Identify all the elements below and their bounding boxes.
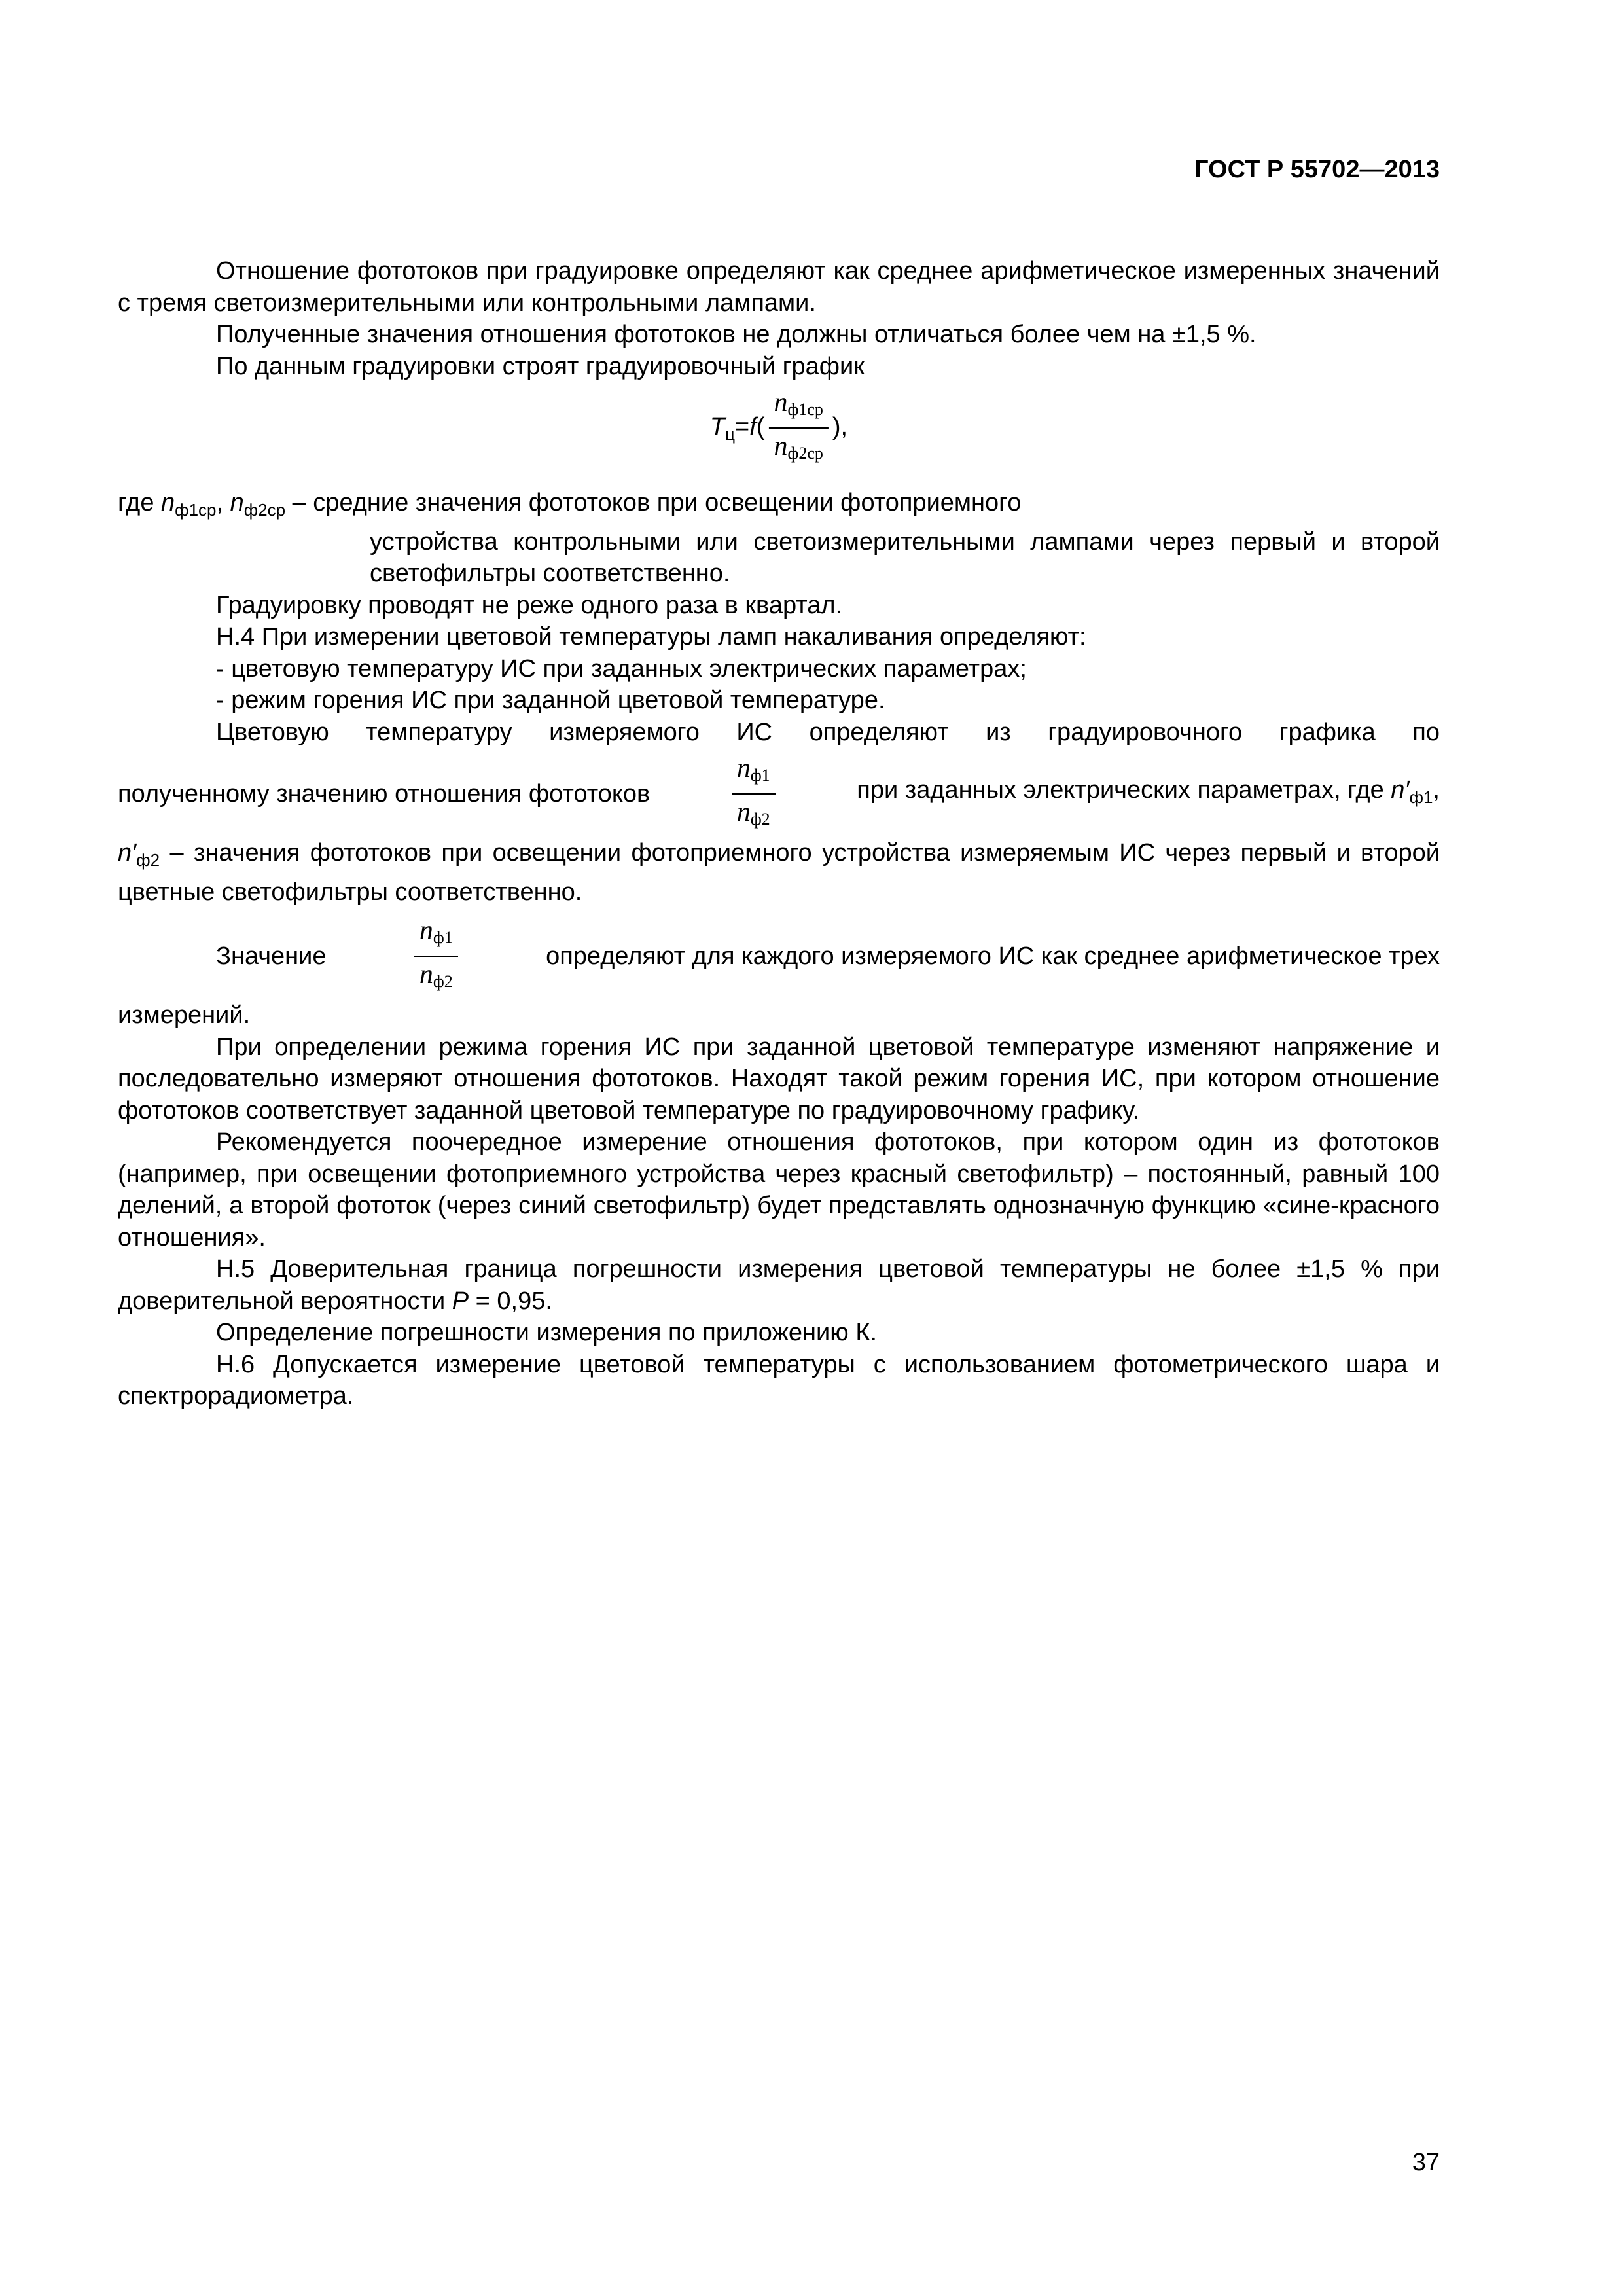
formula-den-sub: ф2ср <box>787 444 823 463</box>
ratio-after-text: при заданных электрических параметрах, где <box>857 776 1391 804</box>
paragraph-measure-intro: Цветовую температуру измеряемого ИС определяют из градуировочного графика по <box>216 718 1440 746</box>
paragraph-ratio-definition: Отношение фототоков при градуировке определяют как среднее арифметическое измеренных значений с тремя светоизмерительными или контрольными лампами. <box>118 257 1440 317</box>
body-text <box>118 255 1440 1412</box>
p10-n-prime-sub: ф2 <box>136 850 160 870</box>
value-line <box>118 913 1440 999</box>
value-num-sub: ф1 <box>433 928 453 947</box>
value-before: Значение <box>216 942 327 970</box>
ratio-n-prime-sub: ф1 <box>1409 787 1433 808</box>
ratio-den-sub: ф2 <box>750 810 770 829</box>
where-n1-sub: ф1ср <box>175 500 217 520</box>
paragraph-h4: Н.4 При измерении цветовой температуры ламп накаливания определяют: <box>216 623 1086 651</box>
ratio-comma: , <box>1433 776 1440 804</box>
formula-den: n <box>774 431 788 461</box>
list-item-burning-mode: - режим горения ИС при заданной цветовой температуре. <box>216 687 885 714</box>
where-n2-sub: ф2ср <box>243 500 286 520</box>
value-after: определяют для каждого измеряемого ИС как среднее арифметическое трех <box>546 942 1440 970</box>
ratio-after <box>857 774 1440 814</box>
where-prefix: где <box>118 489 162 516</box>
value-fraction <box>414 913 458 999</box>
formula-eq: = <box>735 413 750 441</box>
value-continuation: измерений. <box>118 1001 251 1029</box>
paragraph-error-ref: Определение погрешности измерения по приложению К. <box>216 1319 878 1346</box>
formula-f: f <box>749 413 757 441</box>
h5-text: Н.5 Доверительная граница погрешности измерения цветовой температуры не более ±1,5 % при доверительной вероятности <box>118 1255 1440 1315</box>
formula-open: ( <box>756 413 765 441</box>
formula-fraction <box>768 385 828 471</box>
ratio-n-prime: n′ <box>1391 776 1410 804</box>
p10-n-prime: n′ <box>118 839 137 867</box>
where-line <box>118 487 1440 526</box>
ratio-den: n <box>736 797 751 827</box>
ratio-before: полученному значению отношения фототоков <box>118 780 651 808</box>
paragraph-recommendation: Рекомендуется поочередное измерение отношения фототоков, при котором один из фототоков (например, при освещении фотоприемного устройства через красный светофильтр) – постоянный, равный 100 делений, а второй фототок (через синий светофильтр) будет представлять однозначную функцию «сине-красного отношения». <box>118 1128 1440 1251</box>
value-num: n <box>419 916 433 946</box>
calibration-formula <box>118 385 1440 483</box>
ratio-num: n <box>736 753 751 783</box>
paragraph-h6: Н.6 Допускается измерение цветовой температуры с использованием фотометрического шара и спектрорадиометра. <box>118 1350 1440 1410</box>
where-n2: n <box>230 489 244 516</box>
paragraph-quarterly: Градуировку проводят не реже одного раза в квартал. <box>216 591 843 619</box>
paragraph-burning-mode: При определении режима горения ИС при заданной цветовой температуре изменяют напряжение и последовательно измеряют отношения фототоков. Находят такой режим горения ИС, при котором отношение фототоков соответствует заданной цветовой температуре по градуировочному графику. <box>118 1033 1440 1124</box>
page-number: 37 <box>1412 2149 1440 2176</box>
h5-tail: = 0,95. <box>469 1287 552 1315</box>
value-den: n <box>419 960 433 990</box>
ratio-num-sub: ф1 <box>750 766 770 785</box>
paragraph-h5 <box>118 1253 1440 1317</box>
where-continuation: устройства контрольными или светоизмерительными лампами через первый и второй светофильтры соответственно. <box>370 528 1440 587</box>
formula-close: ), <box>832 413 848 441</box>
formula-num-sub: ф1ср <box>787 400 823 419</box>
ratio-line <box>118 751 1440 837</box>
where-tail: – средние значения фототоков при освещении фотоприемного <box>285 489 1022 516</box>
paragraph-graph-intro: По данным градуировки строят градуировочный график <box>216 352 865 380</box>
where-sep: , <box>216 489 230 516</box>
value-den-sub: ф2 <box>433 972 453 991</box>
paragraph-tolerance: Полученные значения отношения фототоков не должны отличаться более чем на ±1,5 %. <box>216 321 1257 348</box>
formula-num: n <box>774 387 788 418</box>
p10-tail: – значения фототоков при освещении фотоприемного устройства измеряемым ИС через первый и второй цветные светофильтры соответственно. <box>118 839 1440 906</box>
h5-p: P <box>452 1287 469 1315</box>
list-item-color-temp: - цветовую температуру ИС при заданных электрических параметрах; <box>216 655 1027 683</box>
where-n1: n <box>161 489 175 516</box>
ratio-fraction <box>732 751 776 837</box>
formula-lhs-sub: ц <box>725 424 736 444</box>
formula-lhs: T <box>709 413 726 441</box>
document-code: ГОСТ Р 55702—2013 <box>1194 156 1440 183</box>
paragraph-phototoks <box>118 837 1440 908</box>
